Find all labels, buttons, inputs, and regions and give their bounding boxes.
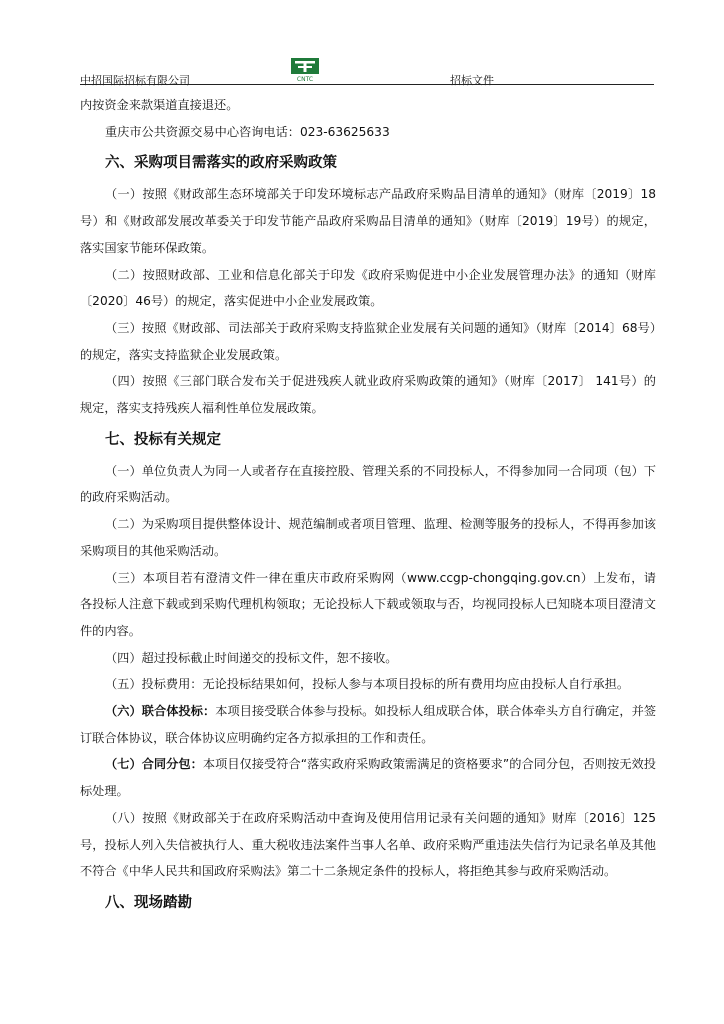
section7-item-6 bbox=[80, 698, 656, 751]
section6-item: （二）按照财政部、工业和信息化部关于印发《政府采购促进中小企业发展管理办法》的通知（财库〔2020〕46号）的规定，落实促进中小企业发展政策。 bbox=[80, 267, 656, 309]
section7-item-7 bbox=[80, 751, 656, 804]
company-logo bbox=[287, 58, 323, 82]
document-body bbox=[80, 92, 656, 921]
section7-item-5: （五）投标费用：无论投标结果如何，投标人参与本项目投标的所有费用均应由投标人自行承担。 bbox=[105, 677, 630, 692]
section6-item: （三）按照《财政部、司法部关于政府采购支持监狱企业发展有关问题的通知》（财库〔2014〕68号）的规定，落实支持监狱企业发展政策。 bbox=[80, 320, 656, 362]
section8-heading: 八、现场踏勘 bbox=[105, 894, 192, 911]
consult-phone: 重庆市公共资源交易中心咨询电话：023-63625633 bbox=[105, 124, 390, 139]
section6-item: （一）按照《财政部生态环境部关于印发环境标志产品政府采购品目清单的通知》（财库〔2019〕18号）和《财政部发展改革委关于印发节能产品政府采购品目清单的通知》（财库〔2019〕19号）的规定，落实国家节能环保政策。 bbox=[80, 187, 656, 255]
section7-item-2: （二）为采购项目提供整体设计、规范编制或者项目管理、监理、检测等服务的投标人，不得再参加该采购项目的其他采购活动。 bbox=[80, 517, 656, 558]
section6-heading: 六、采购项目需落实的政府采购政策 bbox=[105, 155, 337, 172]
consortium-text: 本项目接受联合体参与投标。如投标人组成联合体，联合体牵头方自行确定，并签订联合体协议，联合体协议应明确约定各方拟承担的工作和责任。 bbox=[80, 704, 657, 745]
section7-item-8: （八）按照《财政部关于在政府采购活动中查询及使用信用记录有关问题的通知》财库〔2016〕125号，投标人列入失信被执行人、重大税收违法案件当事人名单、政府采购严重违法失信行为记录名单及其他不符合《中华人民共和国政府采购法》第二十二条规定条件的投标人，将拒绝其参与政府采购活动。 bbox=[80, 810, 656, 879]
section7-item-1: （一）单位负责人为同一人或者存在直接控股、管理关系的不同投标人，不得参加同一合同项（包）下的政府采购活动。 bbox=[80, 463, 656, 505]
consortium-label: （六）联合体投标： bbox=[105, 704, 216, 719]
logo-text: CNTC bbox=[296, 76, 314, 82]
page-header bbox=[80, 58, 654, 87]
section7-item-4: （四）超过投标截止时间递交的投标文件，恕不接收。 bbox=[105, 650, 398, 665]
header-company: 中招国际招标有限公司 bbox=[80, 74, 190, 87]
header-divider bbox=[80, 84, 654, 85]
section6-item: （四）按照《三部门联合发布关于促进残疾人就业政府采购政策的通知》（财库〔2017〕 141号）的规定，落实支持残疾人福利性单位发展政策。 bbox=[80, 374, 656, 416]
header-doc-title: 招标文件 bbox=[450, 74, 494, 87]
section7-heading: 七、投标有关规定 bbox=[105, 431, 221, 448]
subcontract-label: （七）合同分包： bbox=[105, 757, 203, 772]
intro-line: 内按资金来款渠道直接退还。 bbox=[80, 98, 239, 112]
section7-item-3: （三）本项目若有澄清文件一律在重庆市政府采购网（www.ccgp-chongqing.gov.cn）上发布，请各投标人注意下载或到采购代理机构领取；无论投标人下载或领取与否，均视同投标人已知晓本项目澄清文件的内容。 bbox=[80, 570, 656, 638]
subcontract-text: 本项目仅接受符合“落实政府采购政策需满足的资格要求”的合同分包，否则按无效投标处理。 bbox=[80, 757, 656, 799]
